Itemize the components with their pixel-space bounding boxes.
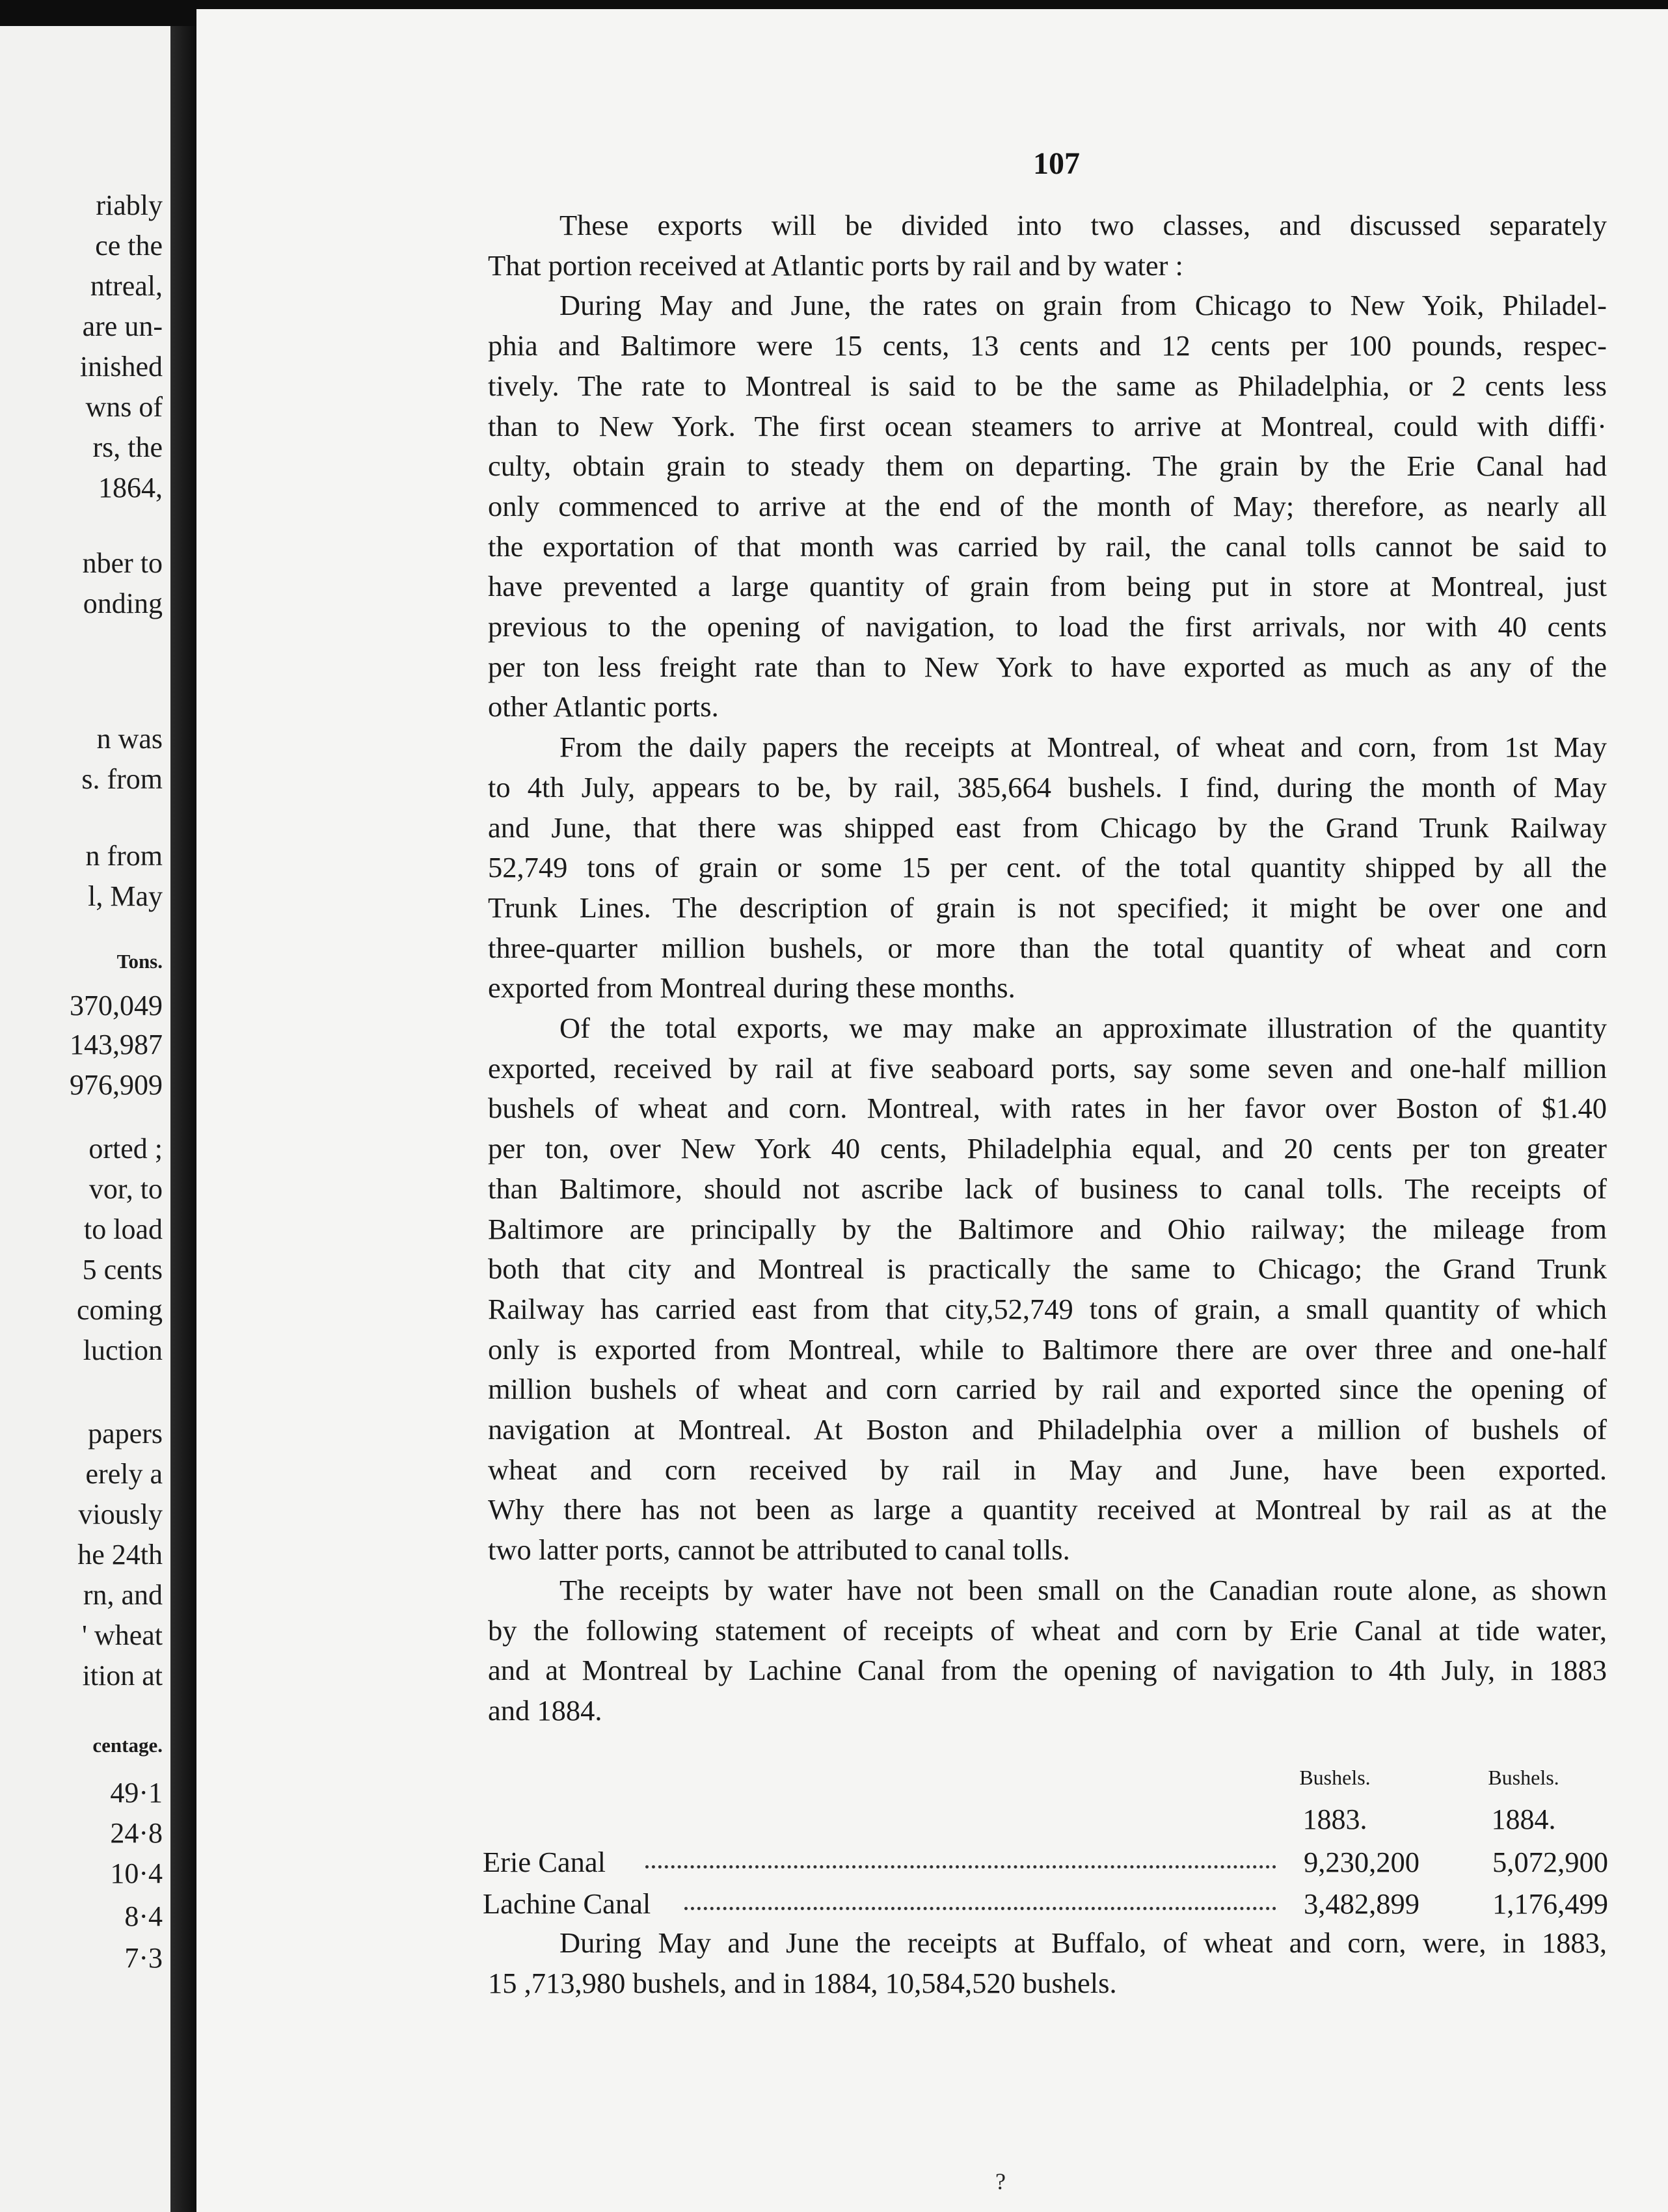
left-page-line: 8·4 <box>124 1900 163 1932</box>
left-page-line: erely a <box>85 1458 163 1490</box>
table-row-label-erie: Erie Canal <box>483 1846 606 1878</box>
book-gutter <box>170 26 196 2212</box>
table-row-leader <box>645 1860 1276 1868</box>
closing-line: 15 ,713,980 bushels, and in 1884, 10,584,520 bushels. <box>488 1967 1117 1999</box>
left-page-line: luction <box>83 1334 163 1366</box>
footer-mark: ? <box>995 2168 1006 2194</box>
left-page-line: he 24th <box>77 1539 163 1571</box>
table-cell-lachine-1884: 1,176,499 <box>1492 1887 1608 1920</box>
body-text-line: per ton, over New York 40 cents, Philadelphia equal, and 20 cents per ton greater <box>488 1132 1607 1165</box>
left-page-line: centage. <box>92 1734 163 1757</box>
body-text-line: than to New York. The first ocean steamers to arrive at Montreal, could with diffi· <box>488 410 1607 442</box>
table-row-leader <box>684 1902 1276 1910</box>
body-text-line: three-quarter million bushels, or more than the total quantity of wheat and corn <box>488 932 1607 964</box>
body-text-line: 52,749 tons of grain or some 15 per cent. of the total quantity shipped by all the <box>488 851 1607 883</box>
left-page-line: 5 cents <box>82 1254 163 1286</box>
left-page-line: inished <box>79 351 163 383</box>
left-page-line: ntreal, <box>90 270 163 302</box>
left-page-line: rn, and <box>83 1579 163 1611</box>
left-page-line: n was <box>96 723 163 755</box>
table-year-header-1883: 1883. <box>1302 1803 1367 1835</box>
left-page-line: ition at <box>82 1660 163 1692</box>
left-page-line: Tons. <box>116 950 163 973</box>
body-text-line: and June, that there was shipped east from Chicago by the Grand Trunk Railway <box>488 811 1607 844</box>
left-page-line: ' wheat <box>82 1619 163 1651</box>
left-page-line: 143,987 <box>70 1029 163 1060</box>
left-page-line: nber to <box>82 547 163 579</box>
body-text-line: than Baltimore, should not ascribe lack of business to canal tolls. The receipts of <box>488 1172 1607 1205</box>
left-page-line: 370,049 <box>70 990 163 1021</box>
left-page-line: wns of <box>85 391 163 423</box>
table-cell-erie-1883: 9,230,200 <box>1304 1846 1419 1878</box>
left-page-line: rs, the <box>92 431 163 463</box>
body-text-line: During May and June, the rates on grain from Chicago to New Yoik, Philadel- <box>559 289 1607 321</box>
body-text-line: exported from Montreal during these months. <box>488 971 1016 1004</box>
left-facing-page <box>0 26 170 2212</box>
main-page <box>196 9 1668 2212</box>
left-page-line: coming <box>77 1294 163 1326</box>
left-page-line: n from <box>85 840 163 872</box>
body-text-line: per ton less freight rate than to New York to have exported as much as any of the <box>488 651 1607 683</box>
body-text-line: have prevented a large quantity of grain from being put in store at Montreal, just <box>488 570 1607 602</box>
body-text-line: only is exported from Montreal, while to Baltimore there are over three and one-half <box>488 1333 1607 1366</box>
left-page-line: onding <box>83 587 163 619</box>
closing-line: During May and June the receipts at Buffalo, of wheat and corn, were, in 1883, <box>559 1926 1607 1959</box>
left-page-line: ce the <box>95 230 163 262</box>
body-text-line: From the daily papers the receipts at Montreal, of wheat and corn, from 1st May <box>559 731 1607 763</box>
body-text-line: wheat and corn received by rail in May and June, have been exported. <box>488 1453 1607 1486</box>
body-text-line: and 1884. <box>488 1694 602 1727</box>
left-page-line: 7·3 <box>124 1942 163 1974</box>
body-text-line: Baltimore are principally by the Baltimore and Ohio railway; the mileage from <box>488 1213 1607 1245</box>
body-text-line: by the following statement of receipts of wheat and corn by Erie Canal at tide water, <box>488 1614 1607 1647</box>
left-page-line: papers <box>88 1418 163 1450</box>
table-cell-erie-1884: 5,072,900 <box>1492 1846 1608 1878</box>
left-page-line: to load <box>84 1213 163 1245</box>
body-text-line: only commenced to arrive at the end of the month of May; therefore, as nearly all <box>488 490 1607 522</box>
page-number: 107 <box>1033 146 1080 181</box>
left-page-line: orted ; <box>88 1133 163 1165</box>
left-page-line: 49·1 <box>110 1777 163 1809</box>
body-text-line: Of the total exports, we may make an approximate illustration of the quantity <box>559 1012 1607 1044</box>
body-text-line: to 4th July, appears to be, by rail, 385,664 bushels. I find, during the month of May <box>488 771 1607 803</box>
left-page-line: l, May <box>88 880 163 912</box>
body-text-line: and at Montreal by Lachine Canal from the opening of navigation to 4th July, in 1883 <box>488 1654 1607 1686</box>
body-text-line: The receipts by water have not been small on the Canadian route alone, as shown <box>559 1574 1607 1606</box>
body-text-line: exported, received by rail at five seaboard ports, say some seven and one-half million <box>488 1052 1607 1085</box>
body-text-line: These exports will be divided into two classes, and discussed separately <box>559 209 1607 241</box>
body-text-line: navigation at Montreal. At Boston and Philadelphia over a million of bushels of <box>488 1413 1607 1446</box>
table-row-label-lachine: Lachine Canal <box>483 1887 651 1920</box>
left-page-line: 976,909 <box>70 1069 163 1101</box>
body-text-line: That portion received at Atlantic ports by rail and by water : <box>488 249 1183 282</box>
left-page-line: 24·8 <box>110 1817 163 1849</box>
body-text-line: other Atlantic ports. <box>488 690 719 723</box>
body-text-line: both that city and Montreal is practically the same to Chicago; the Grand Trunk <box>488 1252 1607 1285</box>
left-page-line: s. from <box>81 763 163 795</box>
body-text-line: previous to the opening of navigation, to load the first arrivals, nor with 40 cents <box>488 610 1607 643</box>
body-text-line: the exportation of that month was carried by rail, the canal tolls cannot be said to <box>488 530 1607 563</box>
table-unit-header-1883: Bushels. <box>1299 1766 1371 1789</box>
left-page-line: riably <box>96 189 163 221</box>
body-text-line: tively. The rate to Montreal is said to be the same as Philadelphia, or 2 cents less <box>488 370 1607 402</box>
body-text-line: Railway has carried east from that city,52,749 tons of grain, a small quantity of which <box>488 1293 1607 1325</box>
left-page-line: viously <box>78 1498 163 1530</box>
table-unit-header-1884: Bushels. <box>1488 1766 1559 1789</box>
body-text-line: bushels of wheat and corn. Montreal, with rates in her favor over Boston of $1.40 <box>488 1092 1607 1124</box>
left-page-line: are un- <box>82 310 163 342</box>
body-text-line: Trunk Lines. The description of grain is not specified; it might be over one and <box>488 891 1607 924</box>
body-text-line: two latter ports, cannot be attributed to canal tolls. <box>488 1533 1070 1566</box>
body-text-line: phia and Baltimore were 15 cents, 13 cents and 12 cents per 100 pounds, respec- <box>488 329 1607 362</box>
left-page-line: 10·4 <box>110 1857 163 1889</box>
body-text-line: culty, obtain grain to steady them on departing. The grain by the Erie Canal had <box>488 450 1607 482</box>
body-text-line: Why there has not been as large a quantity received at Montreal by rail as at the <box>488 1493 1607 1526</box>
table-cell-lachine-1883: 3,482,899 <box>1304 1887 1419 1920</box>
left-page-line: 1864, <box>98 472 163 504</box>
body-text-line: million bushels of wheat and corn carried by rail and exported since the opening of <box>488 1373 1607 1405</box>
table-year-header-1884: 1884. <box>1491 1803 1556 1835</box>
left-page-line: vor, to <box>88 1173 163 1205</box>
